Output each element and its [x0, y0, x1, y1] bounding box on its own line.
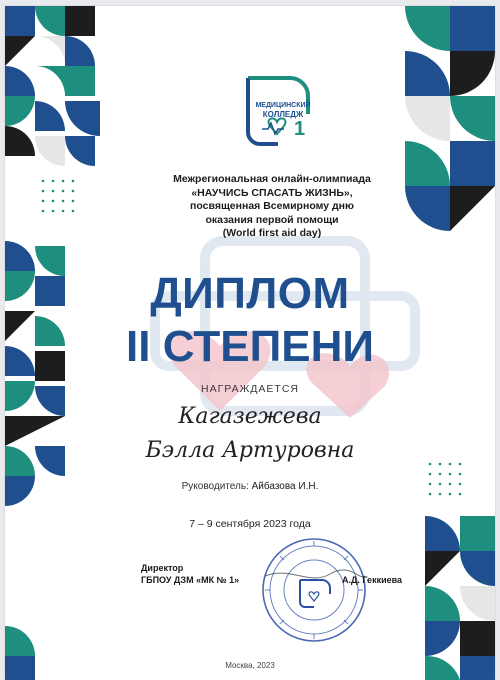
leader-name: Айбазова И.Н. [251, 481, 319, 492]
event-line3: посвященная Всемирному дню [190, 200, 354, 212]
logo-line1: МЕДИЦИНСКИЙ [255, 102, 311, 109]
city-year: Москва, 2023 [225, 661, 275, 670]
logo-number: 1 [294, 118, 306, 140]
event-dates: 7 – 9 сентября 2023 года [189, 518, 311, 530]
event-line5: (World first aid day) [222, 227, 322, 239]
director-signer: А.Д. Геккиева [342, 575, 403, 585]
diploma-title: ДИПЛОМ [150, 269, 350, 318]
director-title: Директор [141, 563, 184, 573]
official-stamp [260, 536, 368, 644]
logo-line2: КОЛЛЕДЖ [262, 110, 304, 119]
college-logo [228, 74, 320, 152]
diploma-page [5, 6, 495, 680]
director-organization: ГБПОУ ДЗМ «МК № 1» [141, 575, 240, 585]
recipient-name: Бэлла Артуровна [145, 438, 355, 463]
leader-label: Руководитель: [181, 481, 249, 492]
diploma-degree: II СТЕПЕНИ [126, 322, 374, 371]
director-block [141, 562, 239, 586]
event-description [125, 173, 419, 241]
awarded-label: НАГРАЖДАЕТСЯ [201, 383, 299, 395]
event-line2: «НАУЧИСЬ СПАСАТЬ ЖИЗНЬ», [191, 186, 353, 199]
event-line1: Межрегиональная онлайн-олимпиада [173, 173, 371, 185]
leader-line [5, 481, 495, 492]
recipient-surname: Кагазежева [178, 404, 322, 429]
event-line4: оказания первой помощи [205, 213, 339, 226]
